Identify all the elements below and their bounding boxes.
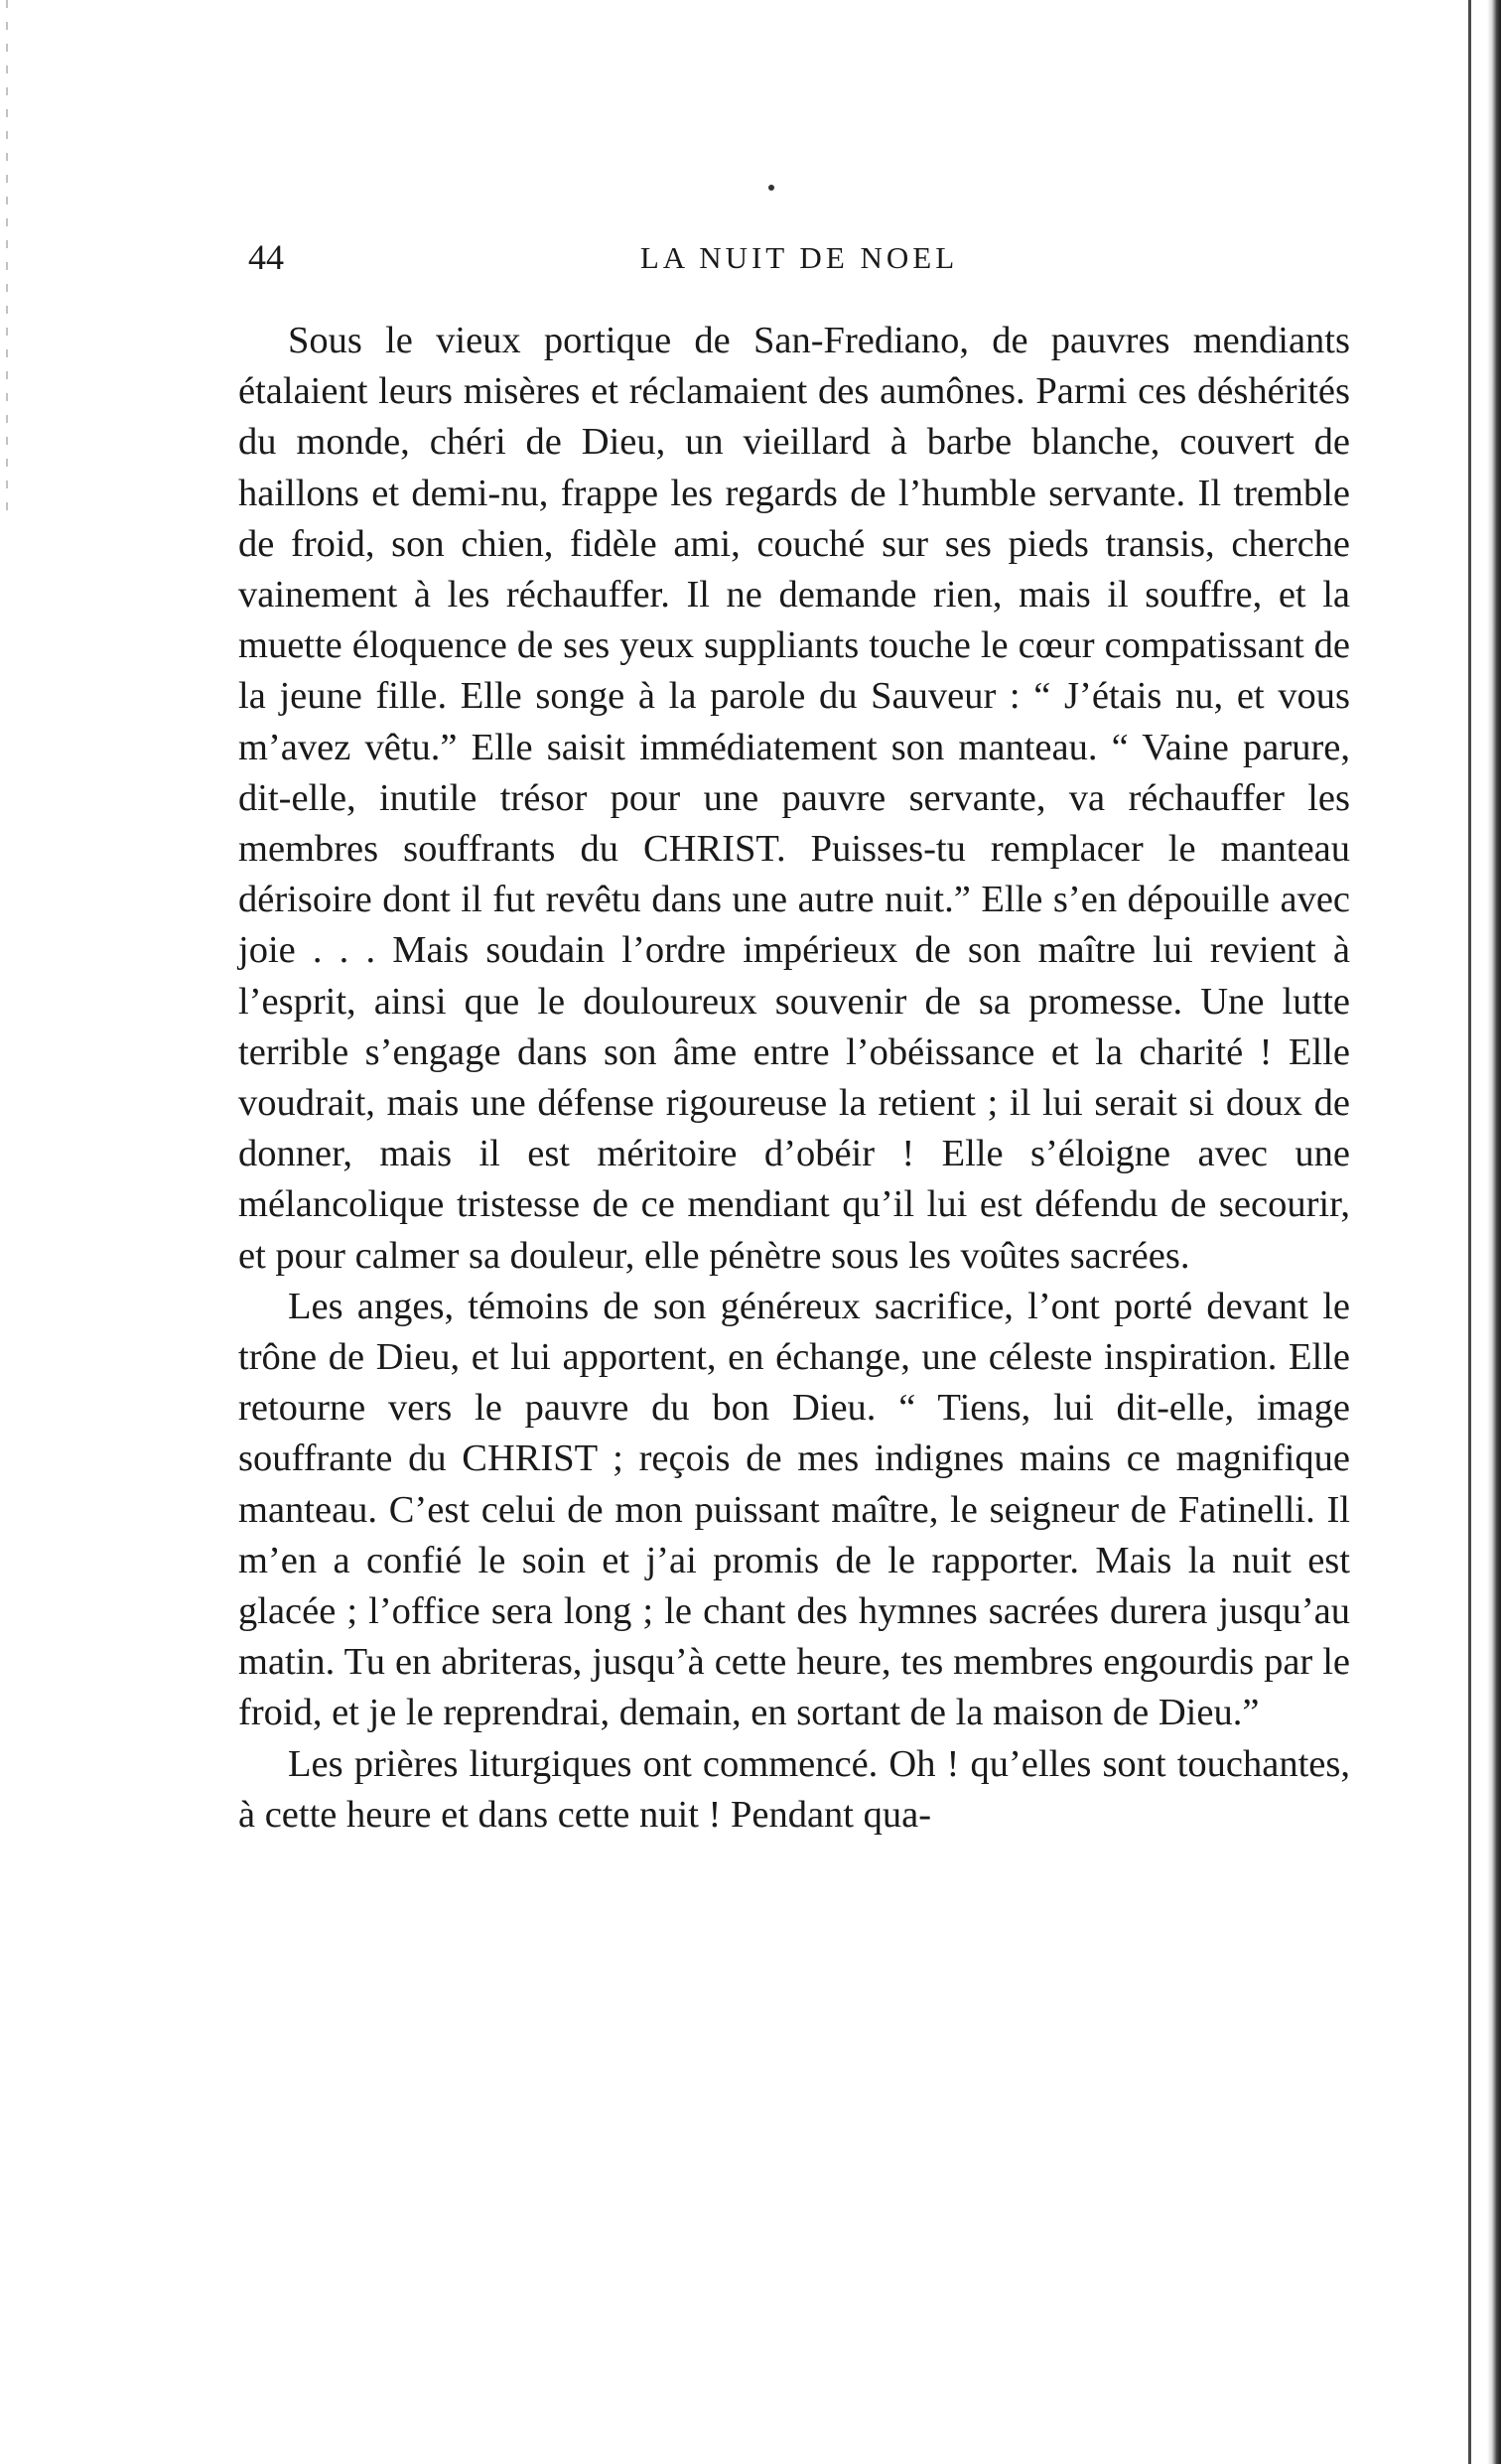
- paragraph-2: Les anges, témoins de son généreux sacrifice, l’ont porté devant le trône de Dieu, et lui apportent, en échange, une céleste inspiration. Elle retourne vers le pauvre du bon Dieu. “ Tiens, lui dit-elle, image souffrante du CHRIST ; reçois de mes indignes mains ce magnifique manteau. C’est celui de mon puissant maître, le seigneur de Fatinelli. Il m’en a confié le soin et j’ai promis de le rapporter. Mais la nuit est glacée ; l’office sera long ; le chant des hymnes sacrées durera jusqu’au matin. Tu en abriteras, jusqu’à cette heure, tes membres engourdis par le froid, et je le reprendrai, demain, en sortant de la maison de Dieu.”: [238, 1285, 1350, 1734]
- page-number: 44: [248, 237, 284, 277]
- paragraph-3: Les prières liturgiques ont commencé. Oh ! qu’elles sont touchantes, à cette heure et dans cette nuit ! Pendant qua-: [238, 1742, 1350, 1836]
- page-header: [248, 236, 1350, 296]
- ink-speck: [768, 185, 774, 191]
- binding-line: [1468, 0, 1471, 2464]
- paragraph-1: Sous le vieux portique de San-Frediano, de pauvres mendiants étalaient leurs misères et réclamaient des aumônes. Parmi ces déshérités du monde, chéri de Dieu, un vieillard à barbe blanche, couvert de haillons et demi-nu, frappe les regards de l’humble servante. Il tremble de froid, son chien, fidèle ami, couché sur ses pieds transis, cherche vainement à les réchauffer. Il ne demande rien, mais il souffre, et la muette éloquence de ses yeux suppliants touche le cœur compatissant de la jeune fille. Elle songe à la parole du Sauveur : “ J’étais nu, et vous m’avez vêtu.” Elle saisit immédiatement son manteau. “ Vaine parure, dit-elle, inutile trésor pour une pauvre servante, va réchauffer les membres souffrants du CHRIST. Puisses-tu remplacer le manteau dérisoire dont il fut revêtu dans une autre nuit.” Elle s’en dépouille avec joie . . . Mais soudain l’ordre impérieux de son maître lui revient à l’esprit, ainsi que le douloureux souvenir de sa promesse. Une lutte terrible s’engage dans son âme entre l’obéissance et la charité ! Elle voudrait, mais une défense rigoureuse la retient ; il lui serait si doux de donner, mais il est méritoire d’obéir ! Elle s’éloigne avec une mélancolique tristesse de ce mendiant qu’il lui est défendu de secourir, et pour calmer sa douleur, elle pénètre sous les voûtes sacrées.: [238, 320, 1350, 1277]
- binding-edge: [1487, 0, 1501, 2464]
- body-text: [238, 316, 1350, 1841]
- running-head: LA NUIT DE NOEL: [639, 240, 959, 275]
- scan-edge-mark: [6, 0, 8, 516]
